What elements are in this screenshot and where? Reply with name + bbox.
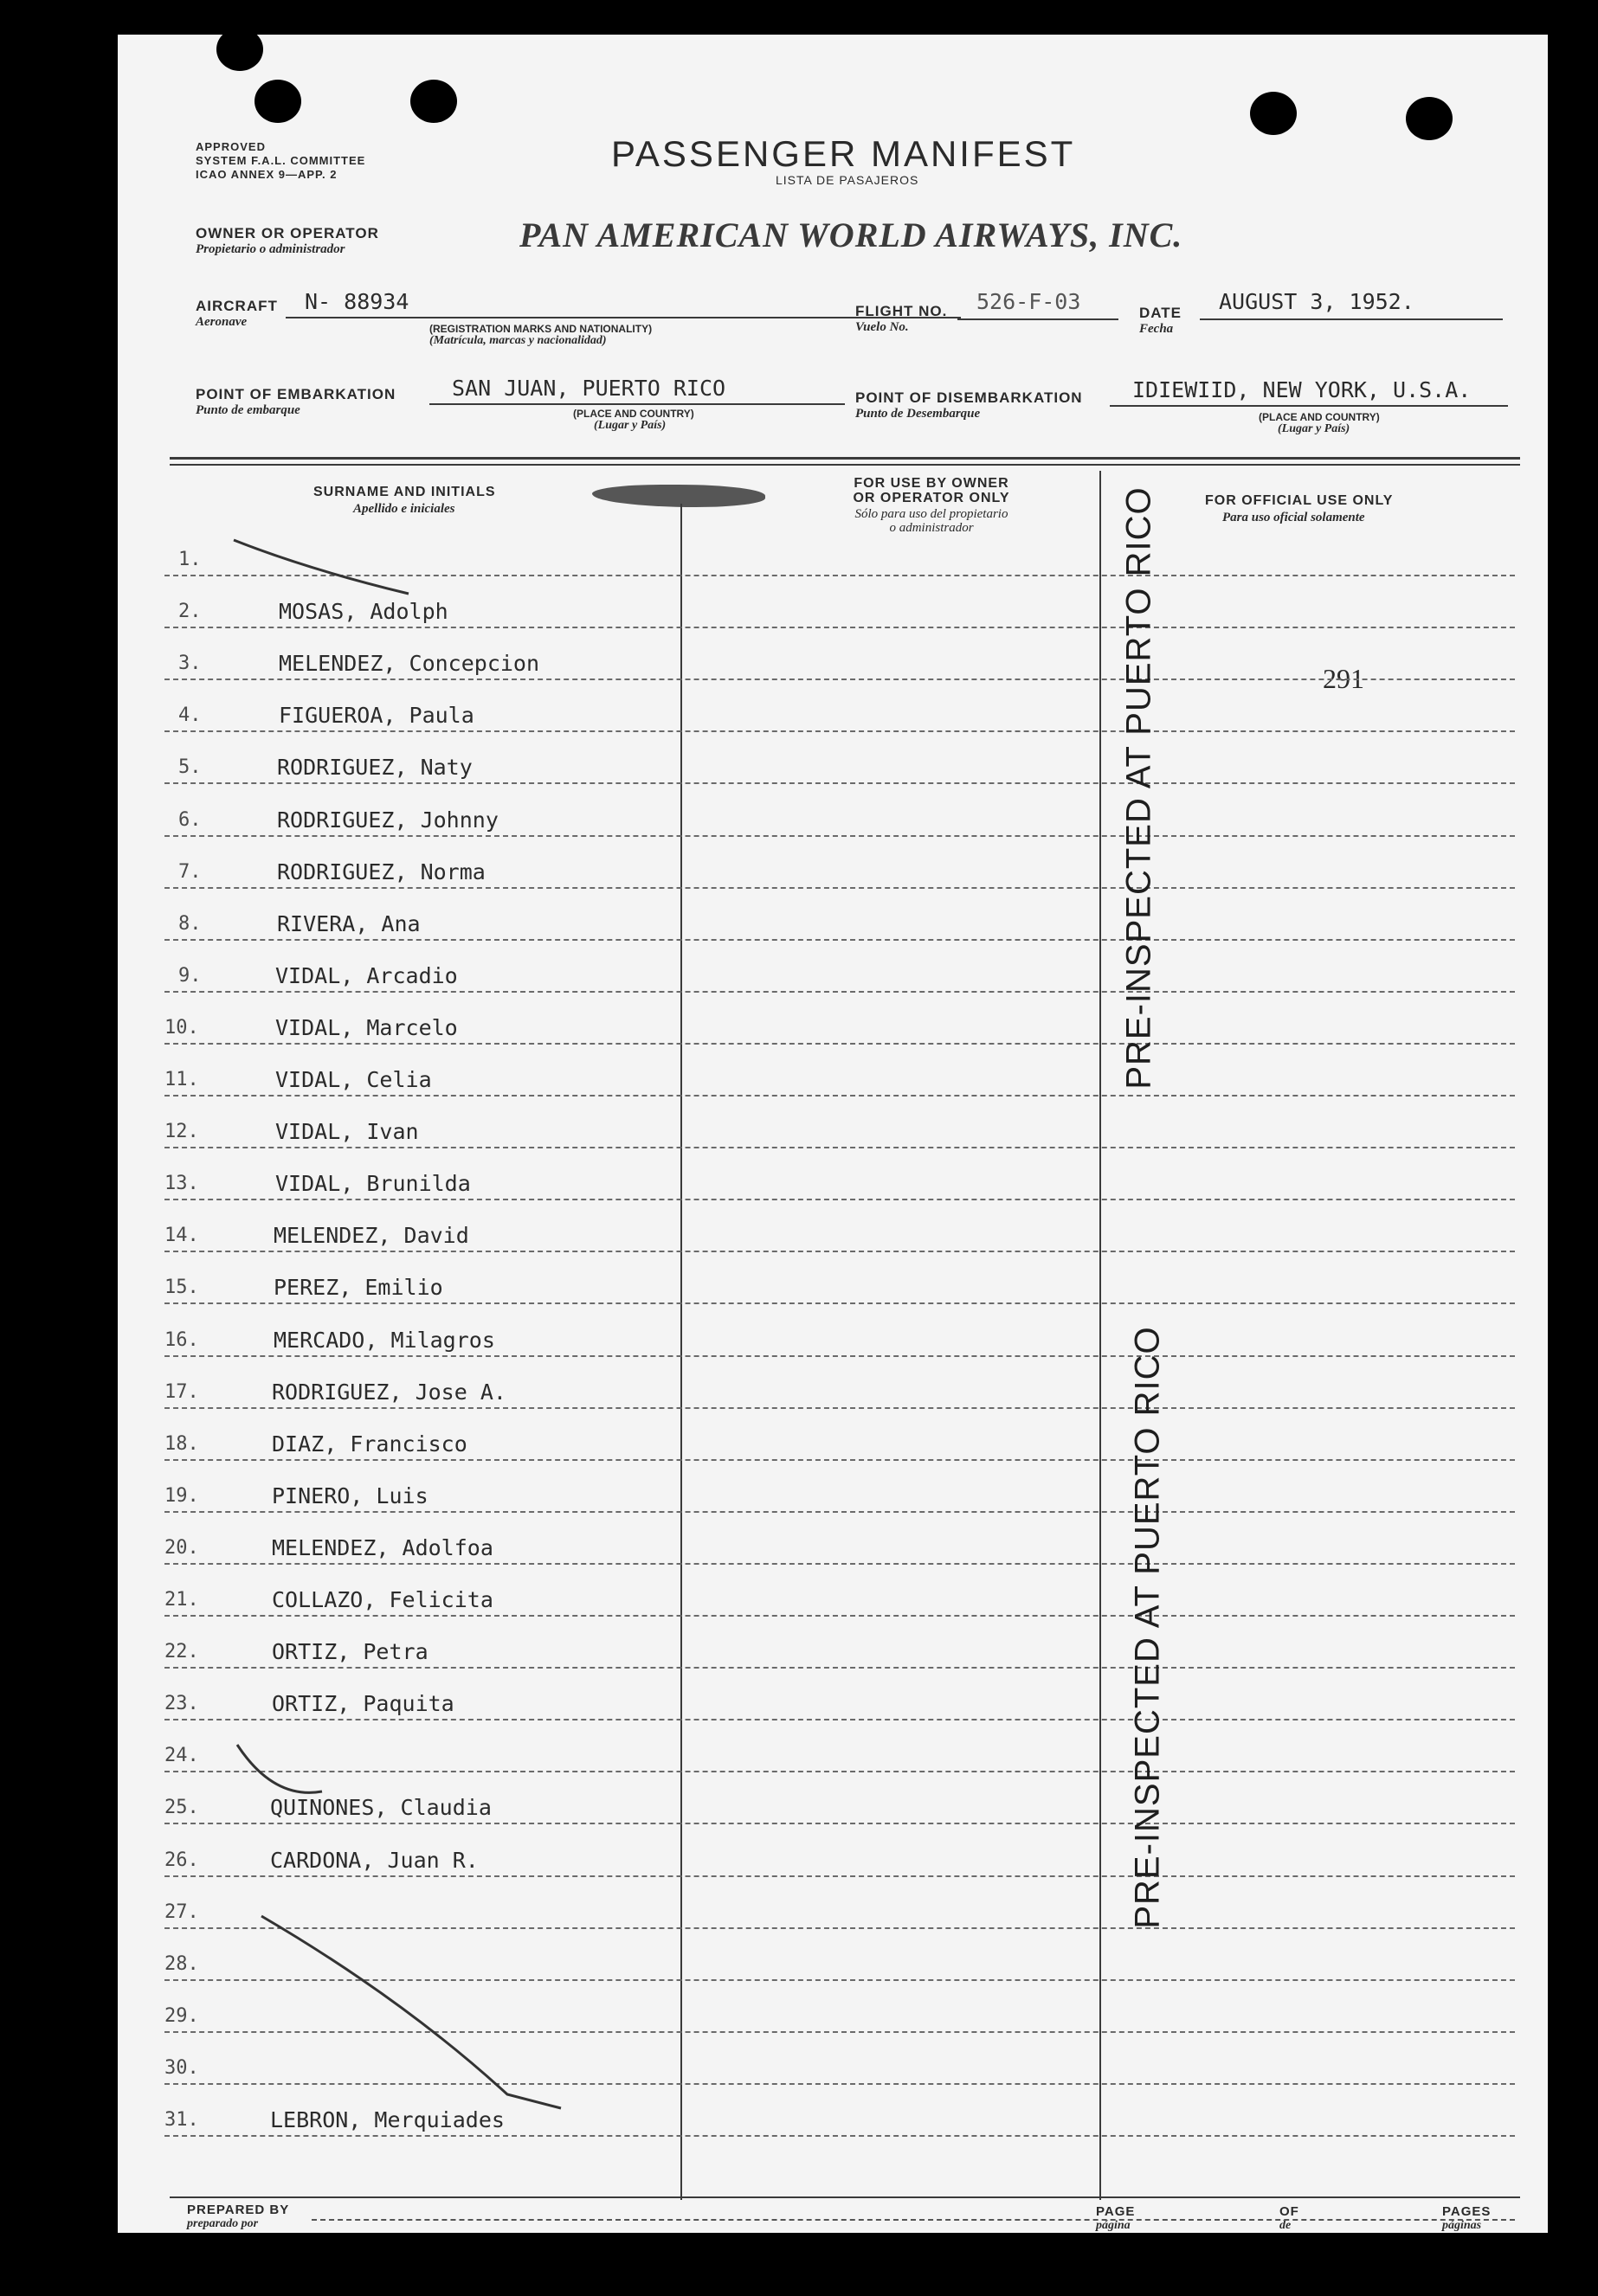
col-surname-header-sub: Apellido e iniciales bbox=[353, 502, 455, 516]
of-label-sub: de bbox=[1279, 2219, 1292, 2232]
row-number: 19. bbox=[164, 1484, 199, 1507]
passenger-name: VIDAL, Arcadio bbox=[275, 962, 458, 988]
punch-hole bbox=[216, 28, 263, 71]
table-top-rule bbox=[170, 457, 1520, 460]
row-number: 4. bbox=[178, 704, 202, 727]
embark-underline bbox=[429, 403, 845, 405]
passenger-name: LEBRON, Merquiades bbox=[270, 2107, 505, 2132]
flight-value: 526-F-03 bbox=[976, 289, 1081, 314]
passenger-name: RODRIGUEZ, Jose A. bbox=[272, 1379, 506, 1405]
row-number: 20. bbox=[164, 1536, 199, 1559]
row-rule bbox=[164, 782, 1515, 784]
passenger-name: ORTIZ, Paquita bbox=[272, 1691, 454, 1717]
col-divider bbox=[680, 504, 682, 2200]
row-rule bbox=[164, 991, 1515, 993]
row-number: 18. bbox=[164, 1432, 199, 1455]
row-number: 17. bbox=[164, 1380, 199, 1403]
pre-inspected-stamp: PRE-INSPECTED AT PUERTO RICO bbox=[1128, 1326, 1167, 1929]
row-number: 11. bbox=[164, 1069, 199, 1090]
row-number: 2. bbox=[178, 601, 202, 623]
row-rule bbox=[164, 1563, 1515, 1565]
row-rule bbox=[164, 1823, 1515, 1824]
passenger-name: RIVERA, Ana bbox=[277, 910, 421, 936]
row-number: 28. bbox=[164, 1952, 199, 1975]
row-number: 10. bbox=[164, 1016, 199, 1039]
row-rule bbox=[164, 1302, 1515, 1304]
col-official-header-sub: Para uso oficial solamente bbox=[1222, 511, 1365, 524]
embark-value: SAN JUAN, PUERTO RICO bbox=[452, 376, 726, 401]
pages-label-sub: páginas bbox=[1442, 2219, 1482, 2232]
row-rule bbox=[164, 2083, 1515, 2085]
punch-hole bbox=[1406, 97, 1453, 140]
manifest-page bbox=[118, 35, 1548, 2233]
place-note: (PLACE AND COUNTRY) bbox=[573, 408, 694, 420]
row-rule bbox=[164, 1147, 1515, 1148]
punch-hole bbox=[1250, 92, 1297, 135]
col-owner-header-line: OR OPERATOR ONLY bbox=[853, 491, 1010, 505]
place-note: (PLACE AND COUNTRY) bbox=[1259, 411, 1380, 423]
owner-label: OWNER OR OPERATOR bbox=[196, 225, 379, 241]
passenger-name: MERCADO, Milagros bbox=[274, 1327, 495, 1353]
table-bottom-rule bbox=[170, 2196, 1520, 2198]
col-owner-header-sub-line: Sólo para uso del propietario bbox=[854, 507, 1008, 521]
row-number: 14. bbox=[164, 1225, 199, 1247]
row-rule bbox=[164, 1095, 1515, 1097]
flight-label-sub: Vuelo No. bbox=[855, 320, 909, 334]
table-top-rule bbox=[170, 464, 1520, 466]
row-number: 6. bbox=[178, 808, 202, 831]
place-note-sub: (Lugar y País) bbox=[1278, 422, 1350, 435]
row-number: 8. bbox=[178, 912, 202, 935]
row-rule bbox=[164, 1459, 1515, 1461]
row-number: 23. bbox=[164, 1693, 199, 1715]
row-number: 27. bbox=[164, 1900, 199, 1923]
aircraft-label-sub: Aeronave bbox=[196, 315, 248, 329]
footer-underline bbox=[312, 2219, 1515, 2221]
owner-label-sub: Propietario o administrador bbox=[196, 242, 345, 256]
page-label: PAGE bbox=[1096, 2204, 1136, 2219]
registration-note: (REGISTRATION MARKS AND NATIONALITY) bbox=[429, 323, 653, 335]
row-number: 30. bbox=[164, 2056, 199, 2079]
row-rule bbox=[164, 1667, 1515, 1669]
row-number: 9. bbox=[178, 964, 202, 987]
passenger-name: RODRIGUEZ, Johnny bbox=[277, 807, 499, 833]
of-label: OF bbox=[1279, 2204, 1299, 2219]
registration-note-sub: (Matrícula, marcas y nacionalidad) bbox=[429, 334, 607, 347]
row-rule bbox=[164, 1875, 1515, 1877]
row-number: 24. bbox=[164, 1745, 199, 1767]
passenger-name: DIAZ, Francisco bbox=[272, 1431, 467, 1457]
row-rule bbox=[164, 1511, 1515, 1513]
row-number: 16. bbox=[164, 1328, 199, 1351]
embark-label-sub: Punto de embarque bbox=[196, 403, 300, 417]
row-rule bbox=[164, 887, 1515, 889]
date-underline bbox=[1200, 318, 1503, 320]
embark-label: POINT OF EMBARKATION bbox=[196, 386, 396, 402]
passenger-name: COLLAZO, Felicita bbox=[272, 1587, 493, 1612]
row-rule bbox=[164, 2031, 1515, 2033]
row-rule bbox=[164, 1355, 1515, 1357]
row-number: 31. bbox=[164, 2109, 199, 2131]
official-number: 291 bbox=[1323, 663, 1364, 694]
row-number: 12. bbox=[164, 1121, 199, 1143]
passenger-name: VIDAL, Celia bbox=[275, 1067, 432, 1092]
row-rule bbox=[164, 679, 1515, 680]
row-rule bbox=[164, 2135, 1515, 2137]
row-rule bbox=[164, 1771, 1515, 1772]
row-number: 22. bbox=[164, 1641, 199, 1663]
row-rule bbox=[164, 627, 1515, 628]
col-surname-header: SURNAME AND INITIALS bbox=[313, 485, 496, 499]
row-rule bbox=[164, 575, 1515, 576]
passenger-name: ORTIZ, Petra bbox=[272, 1639, 428, 1665]
row-number: 13. bbox=[164, 1173, 199, 1195]
col-official-header: FOR OFFICIAL USE ONLY bbox=[1205, 493, 1394, 508]
row-rule bbox=[164, 730, 1515, 732]
flight-label: FLIGHT NO. bbox=[855, 303, 948, 319]
passenger-name: FIGUEROA, Paula bbox=[279, 703, 474, 729]
row-number: 26. bbox=[164, 1849, 199, 1871]
row-rule bbox=[164, 1615, 1515, 1617]
prepared-label: PREPARED BY bbox=[187, 2203, 290, 2217]
pre-inspected-stamp: PRE-INSPECTED AT PUERTO RICO bbox=[1119, 486, 1158, 1090]
row-rule bbox=[164, 1407, 1515, 1409]
page-label-sub: página bbox=[1096, 2219, 1131, 2232]
disembark-underline bbox=[1110, 405, 1508, 407]
passenger-name: QUINONES, Claudia bbox=[270, 1795, 492, 1821]
aircraft-label: AIRCRAFT bbox=[196, 298, 278, 314]
row-number: 5. bbox=[178, 756, 202, 779]
passenger-name: VIDAL, Ivan bbox=[275, 1119, 419, 1145]
aircraft-value: N- 88934 bbox=[305, 289, 409, 314]
date-value: AUGUST 3, 1952. bbox=[1219, 289, 1414, 314]
passenger-name: VIDAL, Brunilda bbox=[275, 1171, 471, 1197]
page-title: PASSENGER MANIFEST bbox=[611, 133, 1076, 174]
disembark-value: IDIEWIID, NEW YORK, U.S.A. bbox=[1132, 377, 1472, 402]
row-rule bbox=[164, 1043, 1515, 1045]
row-number: 7. bbox=[178, 860, 202, 883]
disembark-label: POINT OF DISEMBARKATION bbox=[855, 389, 1083, 406]
approval-line: ICAO ANNEX 9—APP. 2 bbox=[196, 168, 338, 181]
approval-line: APPROVED bbox=[196, 140, 266, 153]
passenger-name: PEREZ, Emilio bbox=[274, 1275, 443, 1301]
row-rule bbox=[164, 1979, 1515, 1981]
row-rule bbox=[164, 939, 1515, 941]
passenger-name: MOSAS, Adolph bbox=[279, 599, 448, 625]
passenger-name: RODRIGUEZ, Naty bbox=[277, 755, 473, 781]
row-number: 25. bbox=[164, 1797, 199, 1819]
row-number: 1. bbox=[178, 549, 202, 570]
disembark-label-sub: Punto de Desembarque bbox=[855, 407, 981, 421]
date-label: DATE bbox=[1139, 305, 1182, 321]
passenger-name: MELENDEZ, Adolfoa bbox=[272, 1534, 493, 1560]
row-rule bbox=[164, 835, 1515, 837]
passenger-name: MELENDEZ, Concepcion bbox=[279, 651, 540, 677]
row-rule bbox=[164, 1719, 1515, 1720]
pages-label: PAGES bbox=[1442, 2204, 1492, 2219]
place-note-sub: (Lugar y País) bbox=[594, 419, 667, 432]
prepared-label-sub: preparado por bbox=[187, 2217, 259, 2230]
punch-hole bbox=[410, 80, 457, 123]
col-owner-header-sub-line: o administrador bbox=[889, 521, 974, 535]
row-rule bbox=[164, 1199, 1515, 1200]
row-number: 21. bbox=[164, 1589, 199, 1611]
row-number: 3. bbox=[178, 653, 202, 675]
passenger-name: MELENDEZ, David bbox=[274, 1223, 469, 1249]
flight-underline bbox=[957, 318, 1118, 320]
row-rule bbox=[164, 1251, 1515, 1252]
punch-hole bbox=[255, 80, 301, 123]
passenger-name: PINERO, Luis bbox=[272, 1482, 428, 1508]
date-label-sub: Fecha bbox=[1139, 322, 1174, 336]
passenger-name: CARDONA, Juan R. bbox=[270, 1847, 479, 1873]
passenger-name: VIDAL, Marcelo bbox=[275, 1014, 458, 1040]
passenger-name: RODRIGUEZ, Norma bbox=[277, 859, 486, 884]
row-rule bbox=[164, 1927, 1515, 1929]
page-title-sub: LISTA DE PASAJEROS bbox=[776, 173, 919, 187]
operator-name: PAN AMERICAN WORLD AIRWAYS, INC. bbox=[519, 215, 1183, 254]
redaction-scribble bbox=[592, 485, 765, 507]
col-owner-header-line: FOR USE BY OWNER bbox=[854, 476, 1009, 491]
row-number: 29. bbox=[164, 2004, 199, 2027]
col-owner-header-sub bbox=[802, 507, 1061, 535]
row-number: 15. bbox=[164, 1277, 199, 1299]
col-owner-header bbox=[802, 476, 1061, 505]
approval-line: SYSTEM F.A.L. COMMITTEE bbox=[196, 154, 366, 167]
